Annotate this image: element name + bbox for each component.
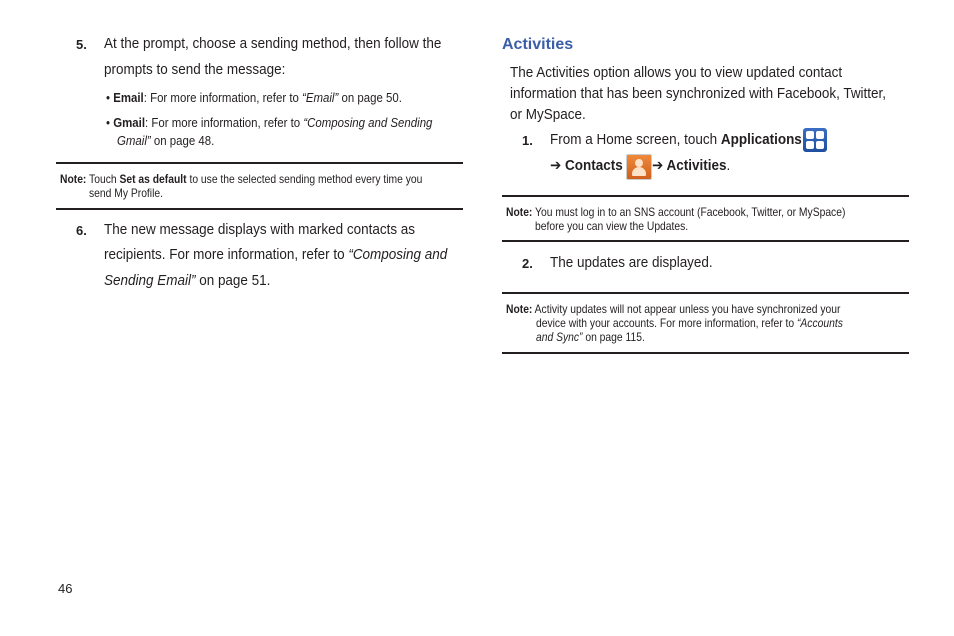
note-1-top-rule bbox=[56, 162, 463, 164]
contacts-person-icon bbox=[626, 154, 652, 180]
step-1-pre: From a Home screen, touch bbox=[550, 132, 721, 148]
section-heading-activities: Activities bbox=[502, 36, 574, 53]
bullet-mark: • bbox=[106, 115, 111, 130]
bullet-gmail-text: : For more information, refer to bbox=[144, 115, 304, 130]
bullet-email bbox=[106, 90, 402, 105]
note-3-ref-2: and Sync” bbox=[536, 330, 583, 344]
bullet-gmail-page: on page 48. bbox=[150, 133, 215, 148]
step-1-arrow-1: ➔ bbox=[550, 158, 566, 174]
step-1-line-2a bbox=[550, 158, 623, 174]
step-6-text: recipients. For more information, refer to bbox=[104, 247, 349, 263]
intro-line-3: or MySpace. bbox=[510, 107, 586, 123]
intro-line-1: The Activities option allows you to view updated contact bbox=[510, 65, 843, 81]
step-6-ref-2: Sending Email” bbox=[104, 273, 196, 289]
step-2-text: The updates are displayed. bbox=[550, 255, 713, 271]
step-1-applications: Applications bbox=[720, 132, 802, 148]
note-3-text-1: Activity updates will not appear unless you have synchronized your bbox=[532, 302, 841, 316]
intro-line-2: information that has been synchronized with Facebook, Twitter, bbox=[510, 86, 887, 102]
note-3-page: on page 115. bbox=[582, 330, 645, 344]
step-6-page: on page 51. bbox=[195, 273, 271, 289]
step-5-line-1: At the prompt, choose a sending method, then follow the bbox=[104, 36, 442, 52]
note-1-bottom-rule bbox=[56, 208, 463, 210]
note-1-line-2: send My Profile. bbox=[89, 186, 164, 200]
step-1-line-1 bbox=[550, 132, 802, 148]
note-2-line-1 bbox=[506, 205, 845, 219]
note-2-label: Note: bbox=[506, 205, 533, 219]
bullet-email-page: on page 50. bbox=[338, 90, 402, 105]
note-2-top-rule bbox=[502, 195, 909, 197]
step-6-line-2 bbox=[104, 247, 447, 263]
note-1-line-1 bbox=[60, 172, 422, 186]
note-3-line-1 bbox=[506, 302, 840, 316]
step-1-period: . bbox=[726, 158, 731, 174]
step-2-number: 2. bbox=[522, 256, 533, 271]
step-1-contacts: Contacts bbox=[565, 158, 623, 174]
step-6-line-1: The new message displays with marked contacts as bbox=[104, 222, 416, 238]
applications-grid-icon bbox=[803, 128, 827, 152]
bullet-email-text: : For more information, refer to bbox=[143, 90, 303, 105]
note-3-line-2 bbox=[536, 316, 843, 330]
bullet-gmail-label: Gmail bbox=[113, 115, 145, 130]
note-2-bottom-rule bbox=[502, 240, 909, 242]
step-6-ref-1: “Composing and bbox=[348, 247, 448, 263]
bullet-gmail-ref-1: “Composing and Sending bbox=[303, 115, 433, 130]
note-1-bold: Set as default bbox=[119, 172, 187, 186]
step-6-line-3 bbox=[104, 273, 270, 289]
page-number: 46 bbox=[58, 581, 73, 596]
step-1-arrow-2: ➔ bbox=[652, 158, 667, 174]
step-5-number: 5. bbox=[76, 37, 87, 52]
note-3-line-3 bbox=[536, 330, 645, 344]
note-2-text-1: You must log in to an SNS account (Facebook, Twitter, or MySpace) bbox=[532, 205, 846, 219]
bullet-gmail-ref-2: Gmail” bbox=[117, 133, 151, 148]
note-1-post: to use the selected sending method every time you bbox=[186, 172, 423, 186]
note-3-ref-1: “Accounts bbox=[796, 316, 843, 330]
note-3-top-rule bbox=[502, 292, 909, 294]
note-3-label: Note: bbox=[506, 302, 533, 316]
note-2-line-2: before you can view the Updates. bbox=[535, 219, 689, 233]
bullet-gmail bbox=[106, 115, 432, 130]
note-3-text-2: device with your accounts. For more information, refer to bbox=[536, 316, 797, 330]
bullet-mark: • bbox=[106, 90, 111, 105]
bullet-email-label: Email bbox=[113, 90, 144, 105]
step-1-line-2b bbox=[652, 158, 730, 174]
step-5-line-2: prompts to send the message: bbox=[104, 62, 286, 78]
bullet-email-ref: “Email” bbox=[302, 90, 339, 105]
note-1-pre: Touch bbox=[86, 172, 120, 186]
note-1-label: Note: bbox=[60, 172, 87, 186]
bullet-gmail-line-2 bbox=[117, 133, 214, 148]
step-1-number: 1. bbox=[522, 133, 533, 148]
step-1-activities: Activities bbox=[666, 158, 727, 174]
note-3-bottom-rule bbox=[502, 352, 909, 354]
step-6-number: 6. bbox=[76, 223, 87, 238]
